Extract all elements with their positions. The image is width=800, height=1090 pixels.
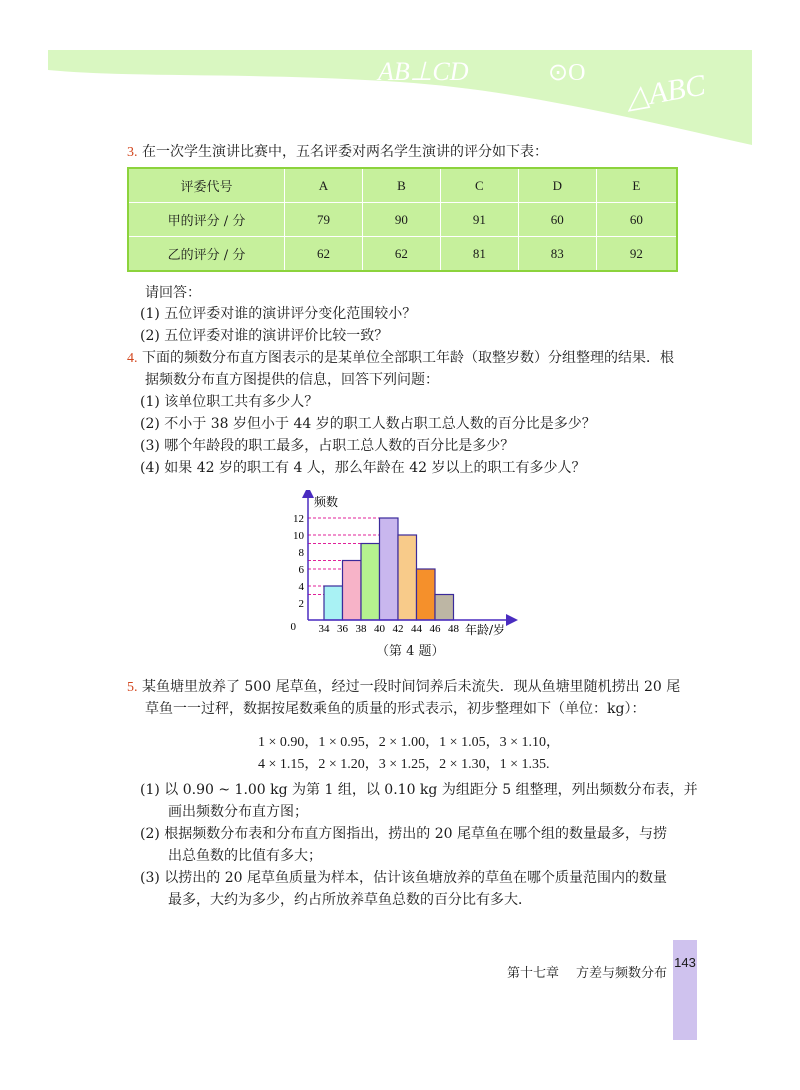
x-tick-label: 34 xyxy=(318,623,330,635)
q5-line2: 草鱼一一过秤，数据按尾数乘鱼的质量的形式表示，初步整理如下（单位：kg）： xyxy=(145,701,646,717)
score-row-jia xyxy=(128,203,677,237)
row-label-jia: 甲的评分 / 分 xyxy=(128,203,285,237)
q3-number: 3. xyxy=(127,145,138,160)
q5-line1: 某鱼塘里放养了 500 尾草鱼，经过一段时间饲养后未流失．现从鱼塘里随机捞出 20 尾 xyxy=(141,679,681,695)
age-histogram xyxy=(272,490,532,660)
footer-title: 方差与频数分布 xyxy=(576,966,668,981)
score-cell: 92 xyxy=(596,237,677,272)
q4-sub2: (2) 不小于 38 岁但小于 44 岁的职工人数占职工总人数的百分比是多少？ xyxy=(140,416,596,432)
q4-line2: 据频数分布直方图提供的信息，回答下列问题： xyxy=(145,372,439,388)
header-judge-label: 评委代号 xyxy=(128,168,285,203)
score-table-header xyxy=(128,168,677,203)
header-judge-a: A xyxy=(285,168,363,203)
y-tick-label: 8 xyxy=(298,547,304,559)
q4-sub1: (1) 该单位职工共有多少人？ xyxy=(140,394,319,410)
page-number: 143 xyxy=(674,955,696,970)
histogram-bar xyxy=(324,586,343,620)
header-judge-c: C xyxy=(440,168,518,203)
score-row-yi xyxy=(128,237,677,272)
score-cell: 60 xyxy=(518,203,596,237)
x-tick-label: 40 xyxy=(374,623,385,635)
x-tick-label: 46 xyxy=(429,623,441,635)
y-tick-label: 12 xyxy=(293,513,304,525)
q3-sub1: (1) 五位评委对谁的演讲评分变化范围较小？ xyxy=(140,306,417,322)
histogram-bar xyxy=(361,544,380,621)
q3-statement xyxy=(127,143,548,162)
score-cell: 90 xyxy=(362,203,440,237)
x-tick-label: 36 xyxy=(337,623,348,635)
score-table xyxy=(127,167,678,272)
q4-number: 4. xyxy=(127,351,138,366)
score-cell: 81 xyxy=(440,237,518,272)
x-tick-label: 42 xyxy=(392,623,404,635)
q5-sub2a: (2) 根据频数分布表和分布直方图指出，捞出的 20 尾草鱼在哪个组的数量最多，与捞 xyxy=(140,826,667,842)
q5-sub1a: (1) 以 0.90 ~ 1.00 kg 为第 1 组，以 0.10 kg 为组距分 5 组整理，列出频数分布表，并 xyxy=(140,782,698,798)
header-judge-e: E xyxy=(596,168,677,203)
q5-data-line2: 4 × 1.15，2 × 1.20，3 × 1.25，2 × 1.30，1 × 1.35. xyxy=(258,757,550,772)
figure-caption: （第 4 题） xyxy=(376,644,445,659)
q4-sub4: (4) 如果 42 岁的职工有 4 人，那么年龄在 42 岁以上的职工有多少人？ xyxy=(140,460,586,476)
x-tick-label: 44 xyxy=(411,623,422,635)
q5-data-line1: 1 × 0.90，1 × 0.95，2 × 1.00，1 × 1.05，3 × 1.10， xyxy=(258,735,560,750)
footer-chapter: 第十七章 xyxy=(507,966,560,981)
banner-perpendicular-text: AB⊥CD xyxy=(378,57,469,86)
y-tick-label: 0 xyxy=(290,621,296,633)
histogram-bar xyxy=(435,595,454,621)
score-cell: 62 xyxy=(285,237,363,272)
y-tick-label: 10 xyxy=(293,530,304,542)
q5-sub3b: 最多，大约为多少，约占所放养草鱼总数的百分比有多大． xyxy=(168,892,532,908)
y-tick-label: 6 xyxy=(298,564,304,576)
banner-circle-text: ⊙O xyxy=(548,60,586,86)
x-axis-label: 年龄/岁 xyxy=(465,623,506,637)
row-label-yi: 乙的评分 / 分 xyxy=(128,237,285,272)
q5-sub3a: (3) 以捞出的 20 尾草鱼质量为样本，估计该鱼塘放养的草鱼在哪个质量范围内的数量 xyxy=(140,870,667,886)
score-cell: 83 xyxy=(518,237,596,272)
x-tick-label: 38 xyxy=(355,623,367,635)
score-cell: 91 xyxy=(440,203,518,237)
histogram-bar xyxy=(343,561,362,621)
histogram-bar xyxy=(417,569,436,620)
header-judge-d: D xyxy=(518,168,596,203)
histogram-bar xyxy=(380,518,399,620)
q3-sub2: (2) 五位评委对谁的演讲评价比较一致？ xyxy=(140,328,389,344)
q4-statement xyxy=(127,349,674,368)
y-tick-label: 4 xyxy=(298,581,304,593)
score-cell: 60 xyxy=(596,203,677,237)
y-tick-label: 2 xyxy=(298,598,304,610)
q3-prompt: 请回答： xyxy=(145,285,201,301)
q5-number: 5. xyxy=(127,680,138,695)
y-axis-label: 频数 xyxy=(314,495,339,509)
banner-triangle-text: △ABC xyxy=(623,68,708,115)
q5-sub2b: 出总鱼数的比值有多大； xyxy=(168,848,322,864)
x-tick-label: 48 xyxy=(448,623,459,635)
histogram-bar xyxy=(398,535,417,620)
q4-sub3: (3) 哪个年龄段的职工最多，占职工总人数的百分比是多少？ xyxy=(140,438,515,454)
header-judge-b: B xyxy=(362,168,440,203)
q5-statement xyxy=(127,678,680,697)
header-banner xyxy=(0,0,800,160)
score-cell: 79 xyxy=(285,203,363,237)
score-cell: 62 xyxy=(362,237,440,272)
q5-sub1b: 画出频数分布直方图； xyxy=(168,804,308,820)
q3-text: 在一次学生演讲比赛中，五名评委对两名学生演讲的评分如下表： xyxy=(141,144,548,160)
q4-line1: 下面的频数分布直方图表示的是某单位全部职工年龄（取整岁数）分组整理的结果．根 xyxy=(141,350,674,366)
